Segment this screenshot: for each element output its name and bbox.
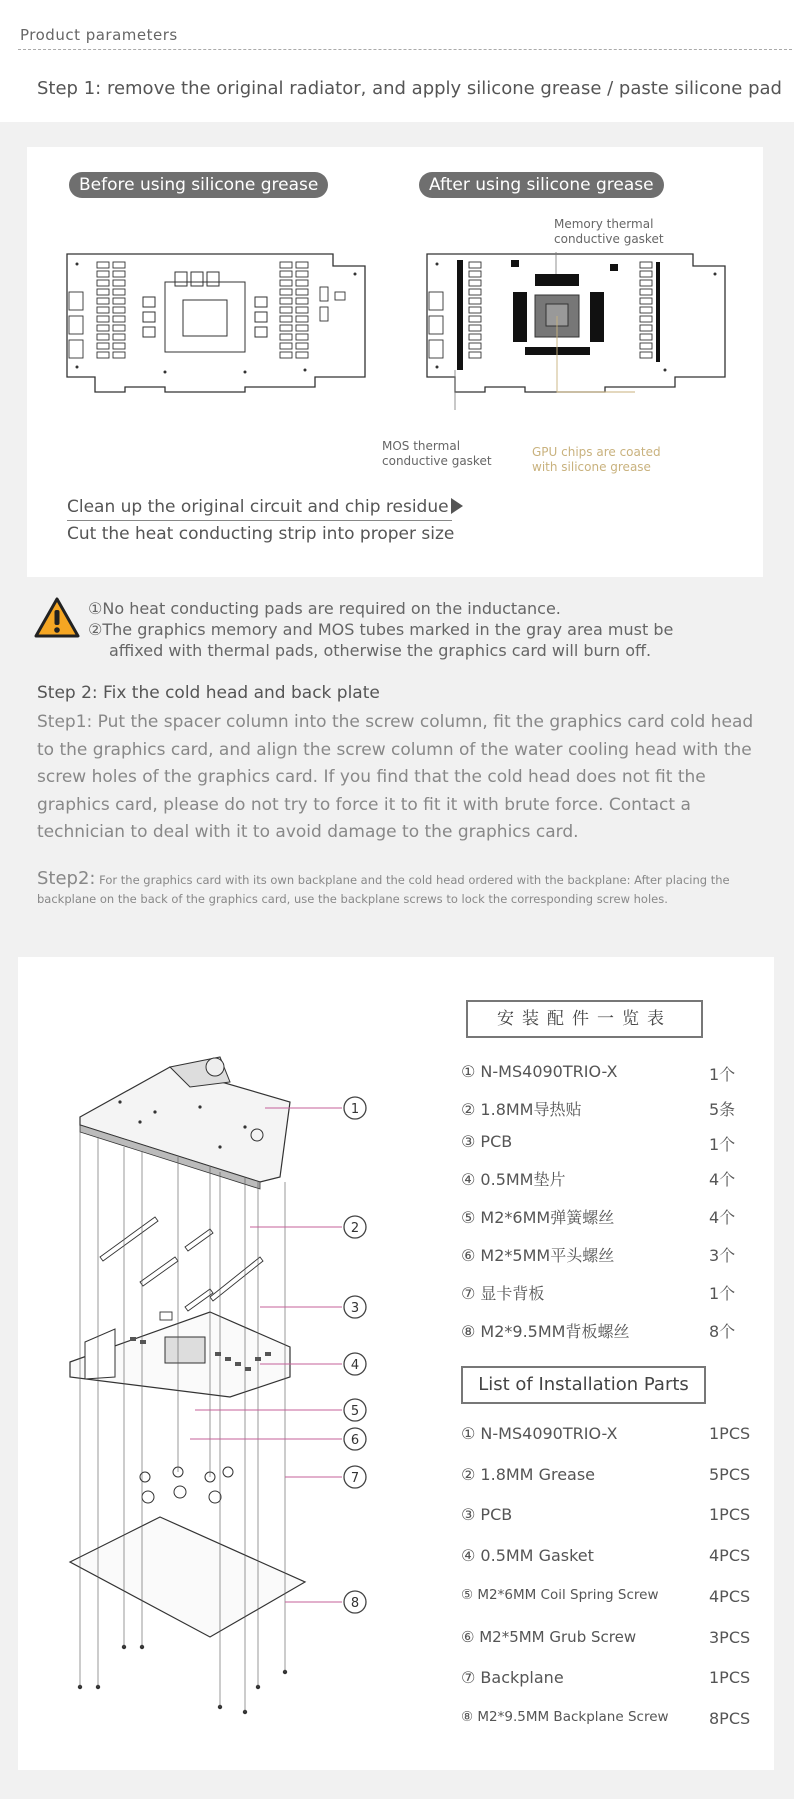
divider bbox=[18, 49, 792, 50]
parts-row-cn bbox=[461, 1132, 736, 1154]
pcb-after-illustration bbox=[425, 252, 735, 410]
instruction-text: Clean up the original circuit and chip residue bbox=[67, 497, 449, 517]
parts-row-cn bbox=[461, 1243, 736, 1266]
part-qty: 8PCS bbox=[709, 1709, 751, 1728]
parts-row-en bbox=[461, 1709, 751, 1728]
grease-comparison-panel bbox=[27, 147, 763, 577]
diagram-callout-7: 7 bbox=[350, 1471, 360, 1486]
part-name: ⑤ M2*6MM弹簧螺丝 bbox=[461, 1208, 615, 1227]
part-qty: 1PCS bbox=[709, 1668, 751, 1687]
after-label: After using silicone grease bbox=[419, 172, 664, 198]
diagram-callout-4: 4 bbox=[350, 1358, 360, 1373]
installation-parts-panel bbox=[18, 957, 774, 1770]
warning-icon bbox=[34, 597, 80, 639]
parts-row-en bbox=[461, 1628, 751, 1647]
header-section bbox=[0, 0, 794, 122]
parts-row-en bbox=[461, 1505, 751, 1524]
warning-note: affixed with thermal pads, otherwise the graphics card will burn off. bbox=[109, 641, 652, 660]
callout-text: MOS thermal bbox=[382, 439, 461, 453]
part-qty: 3个 bbox=[709, 1246, 736, 1265]
parts-table-cn-title: 安装配件一览表 bbox=[466, 1000, 703, 1038]
callout-mos-gasket bbox=[382, 439, 492, 469]
divider bbox=[67, 520, 452, 521]
part-qty: 8个 bbox=[709, 1322, 736, 1341]
part-qty: 3PCS bbox=[709, 1628, 751, 1647]
part-qty: 1个 bbox=[709, 1065, 736, 1084]
part-qty: 4PCS bbox=[709, 1587, 751, 1606]
instruction-line: Cut the heat conducting strip into proper size bbox=[67, 524, 455, 544]
section-title: Product parameters bbox=[20, 26, 178, 44]
part-name: ① N-MS4090TRIO-X bbox=[461, 1424, 618, 1443]
part-qty: 4个 bbox=[709, 1170, 736, 1189]
part-qty: 5条 bbox=[709, 1100, 736, 1119]
part-name: ① N-MS4090TRIO-X bbox=[461, 1062, 618, 1081]
step2-heading: Step 2: Fix the cold head and back plate bbox=[37, 683, 380, 703]
callout-memory-gasket bbox=[554, 217, 664, 247]
part-name: ⑥ M2*5MM Grub Screw bbox=[461, 1628, 637, 1646]
parts-row-cn bbox=[461, 1281, 736, 1304]
parts-row-en bbox=[461, 1668, 751, 1687]
parts-table-en-title: List of Installation Parts bbox=[461, 1366, 706, 1404]
parts-row-en bbox=[461, 1465, 751, 1484]
part-name: ④ 0.5MM垫片 bbox=[461, 1170, 566, 1189]
part-name: ⑧ M2*9.5MM背板螺丝 bbox=[461, 1322, 630, 1341]
parts-row-cn bbox=[461, 1062, 736, 1084]
parts-row-cn bbox=[461, 1319, 736, 1342]
parts-row-cn bbox=[461, 1205, 736, 1228]
step2b-paragraph bbox=[37, 869, 767, 909]
diagram-callout-6: 6 bbox=[350, 1433, 360, 1448]
callout-text: with silicone grease bbox=[532, 460, 651, 474]
diagram-callout-1: 1 bbox=[350, 1102, 360, 1117]
diagram-callout-2: 2 bbox=[350, 1221, 360, 1236]
diagram-callout-5: 5 bbox=[350, 1404, 360, 1419]
part-name: ④ 0.5MM Gasket bbox=[461, 1546, 594, 1565]
part-qty: 1个 bbox=[709, 1135, 736, 1154]
part-qty: 4PCS bbox=[709, 1546, 751, 1565]
instruction-line bbox=[67, 497, 463, 517]
part-name: ⑦ 显卡背板 bbox=[461, 1284, 545, 1303]
pcb-before-illustration bbox=[65, 252, 375, 410]
warning-note: ①No heat conducting pads are required on the inductance. bbox=[88, 599, 561, 618]
part-name: ② 1.8MM Grease bbox=[461, 1465, 596, 1484]
part-qty: 4个 bbox=[709, 1208, 736, 1227]
parts-row-cn bbox=[461, 1097, 736, 1120]
callout-text: conductive gasket bbox=[382, 454, 492, 468]
callout-gpu-grease bbox=[532, 445, 661, 475]
exploded-assembly-diagram bbox=[60, 1007, 440, 1727]
part-name: ⑧ M2*9.5MM Backplane Screw bbox=[461, 1709, 669, 1725]
part-name: ⑥ M2*5MM平头螺丝 bbox=[461, 1246, 615, 1265]
part-qty: 1个 bbox=[709, 1284, 736, 1303]
callout-text: GPU chips are coated bbox=[532, 445, 661, 459]
step1-heading: Step 1: remove the original radiator, and apply silicone grease / paste silicone pad bbox=[37, 78, 782, 99]
part-name: ⑤ M2*6MM Coil Spring Screw bbox=[461, 1587, 659, 1603]
parts-row-en bbox=[461, 1546, 751, 1565]
part-name: ② 1.8MM导热贴 bbox=[461, 1100, 582, 1119]
part-name: ③ PCB bbox=[461, 1132, 513, 1151]
part-qty: 5PCS bbox=[709, 1465, 751, 1484]
part-qty: 1PCS bbox=[709, 1424, 751, 1443]
part-qty: 1PCS bbox=[709, 1505, 751, 1524]
arrow-right-icon bbox=[451, 498, 463, 514]
before-label: Before using silicone grease bbox=[69, 172, 328, 198]
part-name: ⑦ Backplane bbox=[461, 1668, 564, 1687]
diagram-callout-3: 3 bbox=[350, 1301, 360, 1316]
parts-row-en bbox=[461, 1587, 751, 1606]
callout-text: conductive gasket bbox=[554, 232, 664, 246]
parts-row-cn bbox=[461, 1167, 736, 1190]
warning-note: ②The graphics memory and MOS tubes marked in the gray area must be bbox=[88, 620, 674, 639]
diagram-callout-8: 8 bbox=[350, 1596, 360, 1611]
part-name: ③ PCB bbox=[461, 1505, 513, 1524]
callout-text: Memory thermal bbox=[554, 217, 654, 231]
step2b-body: For the graphics card with its own backplane and the cold head ordered with the backplane: After placing the backplane on the back of the graphics card, use the backplane screws to lock the corresponding screw holes. bbox=[37, 873, 730, 906]
step2b-label: Step2: bbox=[37, 868, 96, 889]
parts-row-en bbox=[461, 1424, 751, 1443]
step2-body: Step1: Put the spacer column into the screw column, fit the graphics card cold head to the graphics card, and align the screw column of the water cooling head with the screw holes of the graphics card. If you find that the cold head does not fit the graphics card, please do not try to force it to fit it with brute force. Contact a technician to deal with it to avoid damage to the graphics card. bbox=[37, 712, 754, 842]
